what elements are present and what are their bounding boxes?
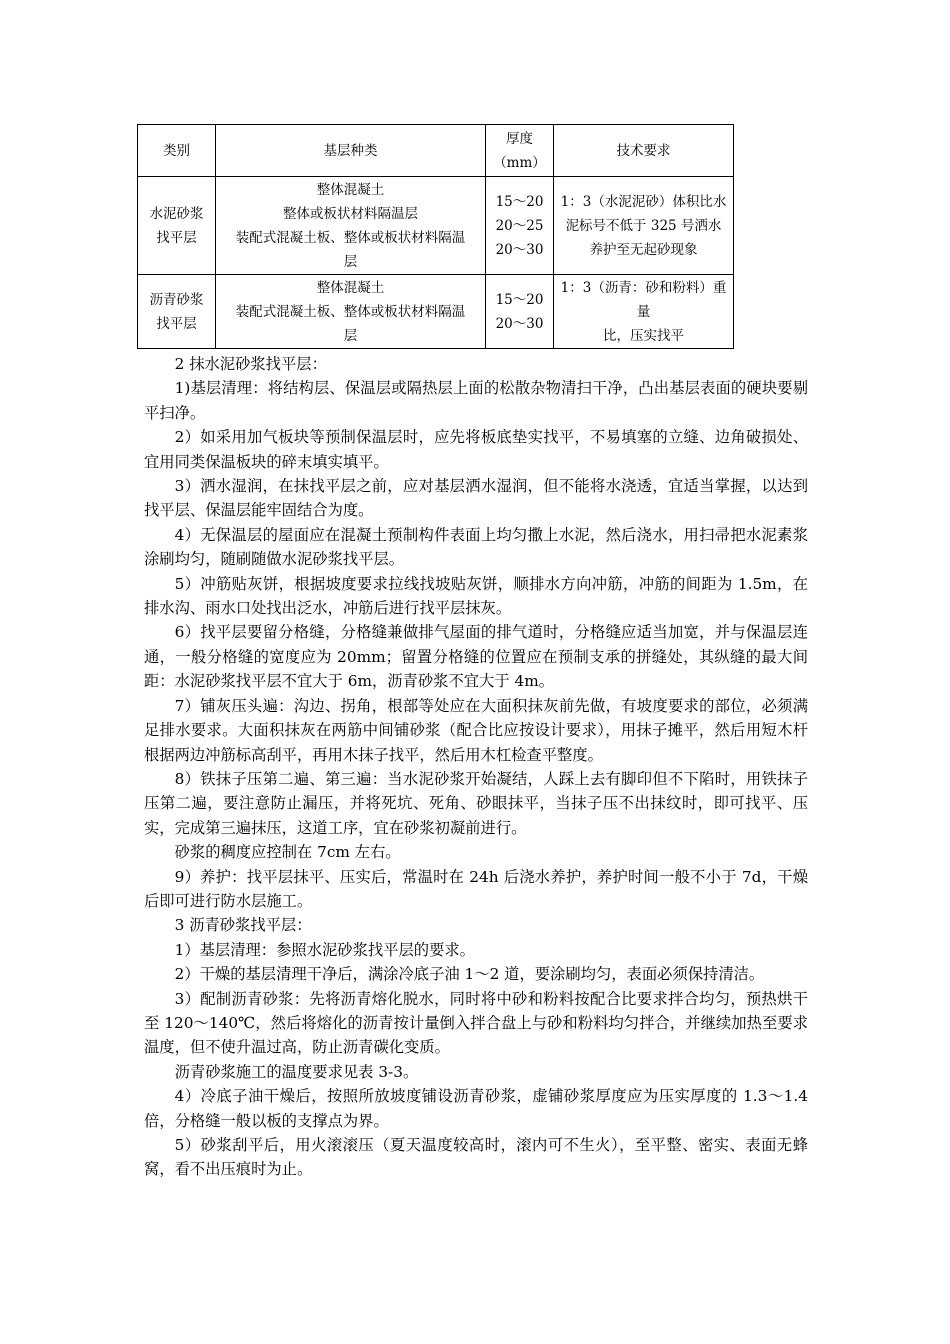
body-text [144,352,808,1182]
table-row [138,275,734,349]
paragraph: 8）铁抹子压第二遍、第三遍：当水泥砂浆开始凝结，人踩上去有脚印但不下陷时，用铁抹子压第二遍，要注意防止漏压，并将死坑、死角、砂眼抹平，当抹子压不出抹纹时，即可找平、压实，完成第三遍抹压，这道工序，宜在砂浆初凝前进行。 [144,769,808,837]
paragraph: 4）无保温层的屋面应在混凝土预制构件表面上均匀撒上水泥，然后浇水，用扫帚把水泥素浆涂刷均匀，随刷随做水泥砂浆找平层。 [144,525,808,569]
cell-base-types [216,177,486,275]
cell-line: 整体混凝土 [316,181,385,198]
paragraph: 3）洒水湿润，在抹找平层之前，应对基层洒水湿润，但不能将水浇透，宜适当掌握，以达到找平层、保温层能牢固结合为度。 [144,477,808,520]
paragraph: 3）配制沥青砂浆：先将沥青熔化脱水，同时将中砂和粉料按配合比要求拌合均匀，预热烘干至 120～140℃，然后将熔化的沥青按计量倒入拌合盘上与砂和粉料均匀拌合，并继续加热至要求温度，但不使升温过高，防止沥青碳化变质。 [144,989,808,1057]
cell-line: 装配式混凝土板、整体或板状材料隔温 [235,229,466,246]
paragraph: 1）基层清理：参照水泥砂浆找平层的要求。 [174,940,475,959]
cell-line: 15～20 [495,291,544,308]
header-thickness-label: 厚度 [506,130,533,147]
table-header-row [138,125,734,177]
cell-requirements [554,177,734,275]
cell-line: 装配式混凝土板、整体或板状材料隔温 [235,303,466,320]
cell-line: 1：3（沥青：砂和粉料）重量 [560,279,727,320]
cell-requirements [554,275,734,349]
paragraph: 1)基层清理：将结构层、保温层或隔热层上面的松散杂物清扫干净，凸出基层表面的硬块要剔平扫净。 [144,379,808,422]
cell-line: 层 [343,327,358,344]
cell-line: 养护至无起砂现象 [589,241,698,258]
cell-line: 泥标号不低于 325 号洒水 [565,217,722,234]
cell-line: 沥青砂浆 [149,291,204,308]
cell-line: 整体或板状材料隔温层 [283,205,418,222]
cell-category [138,177,216,275]
cell-line: 比，压实找平 [603,327,684,344]
cell-thickness [486,177,554,275]
paragraph: 砂浆的稠度应控制在 7cm 左右。 [174,843,401,862]
paragraph: 5）冲筋贴灰饼，根据坡度要求拉线找坡贴灰饼，顺排水方向冲筋，冲筋的间距为 1.5m，在排水沟、雨水口处找出泛水，冲筋后进行找平层抹灰。 [144,574,808,618]
cell-line: 20～30 [495,315,544,332]
header-category: 类别 [138,125,216,177]
paragraph: 沥青砂浆施工的温度要求见表 3-3。 [174,1062,419,1081]
leveling-layer-table [137,124,734,349]
cell-line: 15～20 [495,193,544,210]
cell-line: 1：3（水泥泥砂）体积比水 [560,193,727,210]
header-thickness [486,125,554,177]
cell-line: 整体混凝土 [316,279,385,296]
section-heading: 2 抹水泥砂浆找平层： [174,355,327,373]
paragraph: 7）铺灰压头遍：沟边、拐角，根部等处应在大面积抹灰前先做，有坡度要求的部位，必须满足排水要求。大面积抹灰在两筋中间铺砂浆（配合比应按设计要求），用抹子摊平，然后用短木杆根据两边冲筋标高刮平，再用木抹子找平，然后用木杠检查平整度。 [144,696,808,764]
paragraph: 6）找平层要留分格缝，分格缝兼做排气屋面的排气道时，分格缝应适当加宽，并与保温层连通，一般分格缝的宽度应为 20mm；留置分格缝的位置应在预制支承的拼缝处，其纵缝的最大间距：水泥砂浆找平层不宜大于 6m，沥青砂浆不宜大于 4m。 [144,623,808,691]
cell-line: 找平层 [156,229,197,246]
paragraph: 2）如采用加气板块等预制保温层时，应先将板底垫实找平，不易填塞的立缝、边角破损处、宜用同类保温板块的碎末填实填平。 [144,428,808,471]
paragraph: 5）砂浆刮平后，用火滚滚压（夏天温度较高时，滚内可不生火），至平整、密实、表面无蜂窝，看不出压痕时为止。 [144,1136,808,1179]
cell-line: 20～30 [495,241,544,258]
paragraph: 4）冷底子油干燥后，按照所放坡度铺设沥青砂浆，虚铺砂浆厚度应为压实厚度的 1.3～1.4 倍，分格缝一般以板的支撑点为界。 [144,1087,808,1130]
cell-line: 层 [343,253,358,270]
header-base-type: 基层种类 [216,125,486,177]
header-thickness-unit: （mm） [493,154,546,171]
cell-line: 20～25 [495,217,544,234]
section-heading: 3 沥青砂浆找平层： [174,916,312,935]
cell-base-types [216,275,486,349]
cell-thickness [486,275,554,349]
header-requirements: 技术要求 [554,125,734,177]
paragraph: 2）干燥的基层清理干净后，满涂冷底子油 1～2 道，要涂刷均匀，表面必须保持清洁。 [174,965,765,984]
paragraph: 9）养护：找平层抹平、压实后，常温时在 24h 后浇水养护，养护时间一般不小于 7d，干燥后即可进行防水层施工。 [144,867,808,910]
table-row [138,177,734,275]
cell-line: 水泥砂浆 [149,205,204,222]
cell-category [138,275,216,349]
cell-line: 找平层 [156,315,197,332]
